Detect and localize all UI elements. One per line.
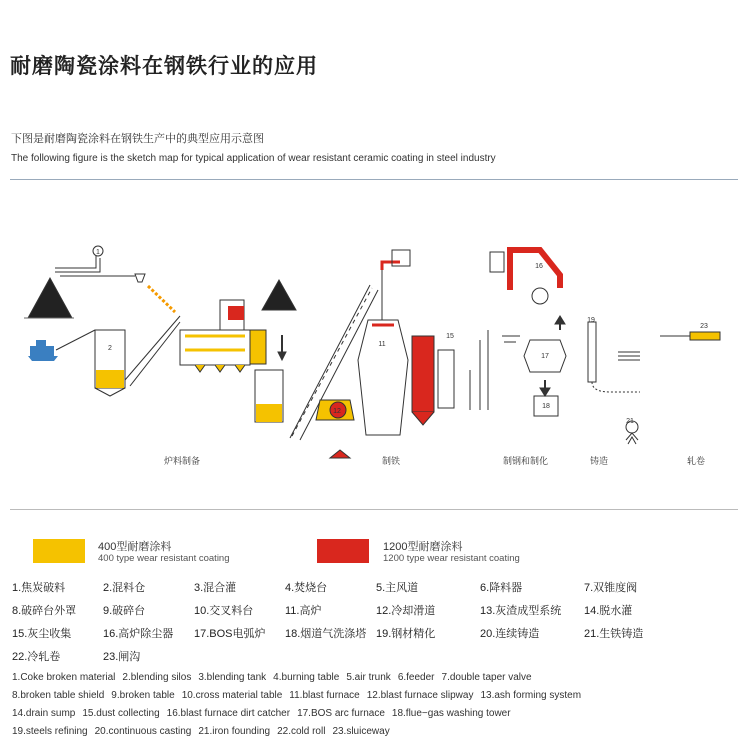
- parts-row-en: [12, 704, 740, 722]
- blast-furnace: [358, 320, 408, 435]
- process-diagram: [0, 180, 750, 480]
- part-item: 10.交叉料台: [194, 604, 254, 617]
- ship-icon: [28, 340, 58, 361]
- legend-desc-400: 400 type wear resistant coating: [98, 553, 230, 564]
- parts-row: [12, 575, 732, 598]
- part-item-en: 18.flue−gas washing tower: [391, 707, 511, 719]
- num-23: 23: [700, 323, 708, 330]
- num-21: 21: [626, 418, 634, 425]
- part-item: 23.闸沟: [103, 650, 141, 663]
- part-item: 14.脱水灌: [584, 604, 633, 617]
- part-item-en: 12.blast furnace slipway: [366, 689, 474, 701]
- part-item: 8.破碎台外罩: [12, 604, 77, 617]
- part-item-en: 14.drain sump: [12, 707, 76, 719]
- grey-pile: [262, 280, 296, 310]
- stage-label: 轧卷: [687, 456, 706, 466]
- part-item-en: 8.broken table shield: [12, 689, 105, 701]
- part-item-en: 1.Coke broken material: [12, 671, 116, 683]
- part-item: 12.冷却滑道: [376, 604, 436, 617]
- part-item: 2.混料仓: [103, 581, 146, 594]
- part-item-en: 11.blast furnace: [289, 689, 360, 701]
- part-item: 21.生铁铸造: [584, 627, 644, 640]
- part-item: 15.灰尘收集: [12, 627, 72, 640]
- part-item-en: 15.dust collecting: [82, 707, 160, 719]
- num-12: 12: [333, 408, 341, 415]
- stage-label: 铸造: [590, 456, 609, 466]
- part-item: 19.钢材精化: [376, 627, 436, 640]
- part-item: 11.高炉: [285, 604, 322, 617]
- part-item: 6.降料器: [480, 581, 523, 594]
- cold-roll: [690, 332, 720, 340]
- bos-duct: [510, 250, 560, 290]
- legend-swatch-1200: [317, 539, 369, 563]
- diagram-divider: [10, 509, 738, 510]
- stage-label: 炉料制备: [164, 456, 201, 466]
- parts-list-chinese: [12, 575, 732, 667]
- parts-row: [12, 598, 732, 621]
- part-item-en: 19.steels refining: [12, 725, 88, 737]
- part-item-en: 9.broken table: [111, 689, 175, 701]
- part-item: 13.灰渣成型系统: [480, 604, 562, 617]
- part-item-en: 2.blending silos: [122, 671, 192, 683]
- part-item-en: 5.air trunk: [346, 671, 391, 683]
- legend-desc-1200: 1200 type wear resistant coating: [383, 553, 520, 564]
- stage-label: 制钢和制化: [503, 456, 549, 466]
- part-item-en: 21.iron founding: [198, 725, 271, 737]
- parts-list-english: [12, 668, 740, 740]
- part-item: 20.连续铸造: [480, 627, 540, 640]
- stage-label: 制铁: [382, 456, 401, 466]
- num-15: 15: [446, 333, 454, 340]
- coke-pile: [28, 278, 72, 318]
- coke-conveyor: [55, 256, 96, 268]
- num-17: 17: [541, 353, 549, 360]
- part-item: 1.焦炭破料: [12, 581, 66, 594]
- part-item-en: 7.double taper valve: [441, 671, 532, 683]
- part-item-en: 22.cold roll: [277, 725, 326, 737]
- parts-row: [12, 644, 732, 667]
- part-item: 17.BOS电弧炉: [194, 627, 266, 640]
- part-item: 5.主风道: [376, 581, 419, 594]
- part-item: 7.双锥度阀: [584, 581, 638, 594]
- part-item-en: 16.blast furnace dirt catcher: [166, 707, 291, 719]
- legend-label-1200: 1200型耐磨涂料: [383, 541, 463, 553]
- num-11: 11: [378, 341, 386, 348]
- part-item-en: 4.burning table: [273, 671, 340, 683]
- continuous-caster: [588, 322, 596, 382]
- num-1: 1: [96, 249, 100, 256]
- parts-row: [12, 621, 732, 644]
- legend-label-400: 400型耐磨涂料: [98, 541, 172, 553]
- num-16: 16: [535, 263, 543, 270]
- coke-hopper: [135, 274, 145, 282]
- tube-stack: [618, 352, 640, 360]
- part-item-en: 20.continuous casting: [94, 725, 192, 737]
- part-item-en: 3.blending tank: [198, 671, 267, 683]
- subtitle-chinese: 下图是耐磨陶瓷涂料在钢铁生产中的典型应用示意图: [11, 133, 264, 145]
- subtitle-english: The following figure is the sketch map for typical application of wear resistant ceramic coating in steel industry: [11, 153, 496, 164]
- num-19: 19: [587, 317, 595, 324]
- num-18: 18: [542, 403, 550, 410]
- part-item-en: 13.ash forming system: [480, 689, 582, 701]
- page-title: 耐磨陶瓷涂料在钢铁行业的应用: [10, 55, 318, 78]
- part-item: 4.焚烧台: [285, 581, 328, 594]
- part-item: 9.破碎台: [103, 604, 146, 617]
- dust-collector: [412, 336, 434, 412]
- legend-swatch-400: [33, 539, 85, 563]
- parts-row-en: [12, 668, 740, 686]
- part-item: 18.烟道气洗涤塔: [285, 627, 367, 640]
- part-item-en: 6.feeder: [397, 671, 435, 683]
- part-item: 22.冷轧卷: [12, 650, 61, 663]
- parts-row-en: [12, 722, 740, 740]
- part-item: 3.混合灌: [194, 581, 237, 594]
- part-item-en: 17.BOS arc furnace: [297, 707, 385, 719]
- parts-row-en: [12, 686, 740, 704]
- part-item-en: 23.sluiceway: [332, 725, 390, 737]
- num-2: 2: [108, 345, 112, 352]
- part-item: 16.高炉除尘器: [103, 627, 174, 640]
- part-item-en: 10.cross material table: [181, 689, 283, 701]
